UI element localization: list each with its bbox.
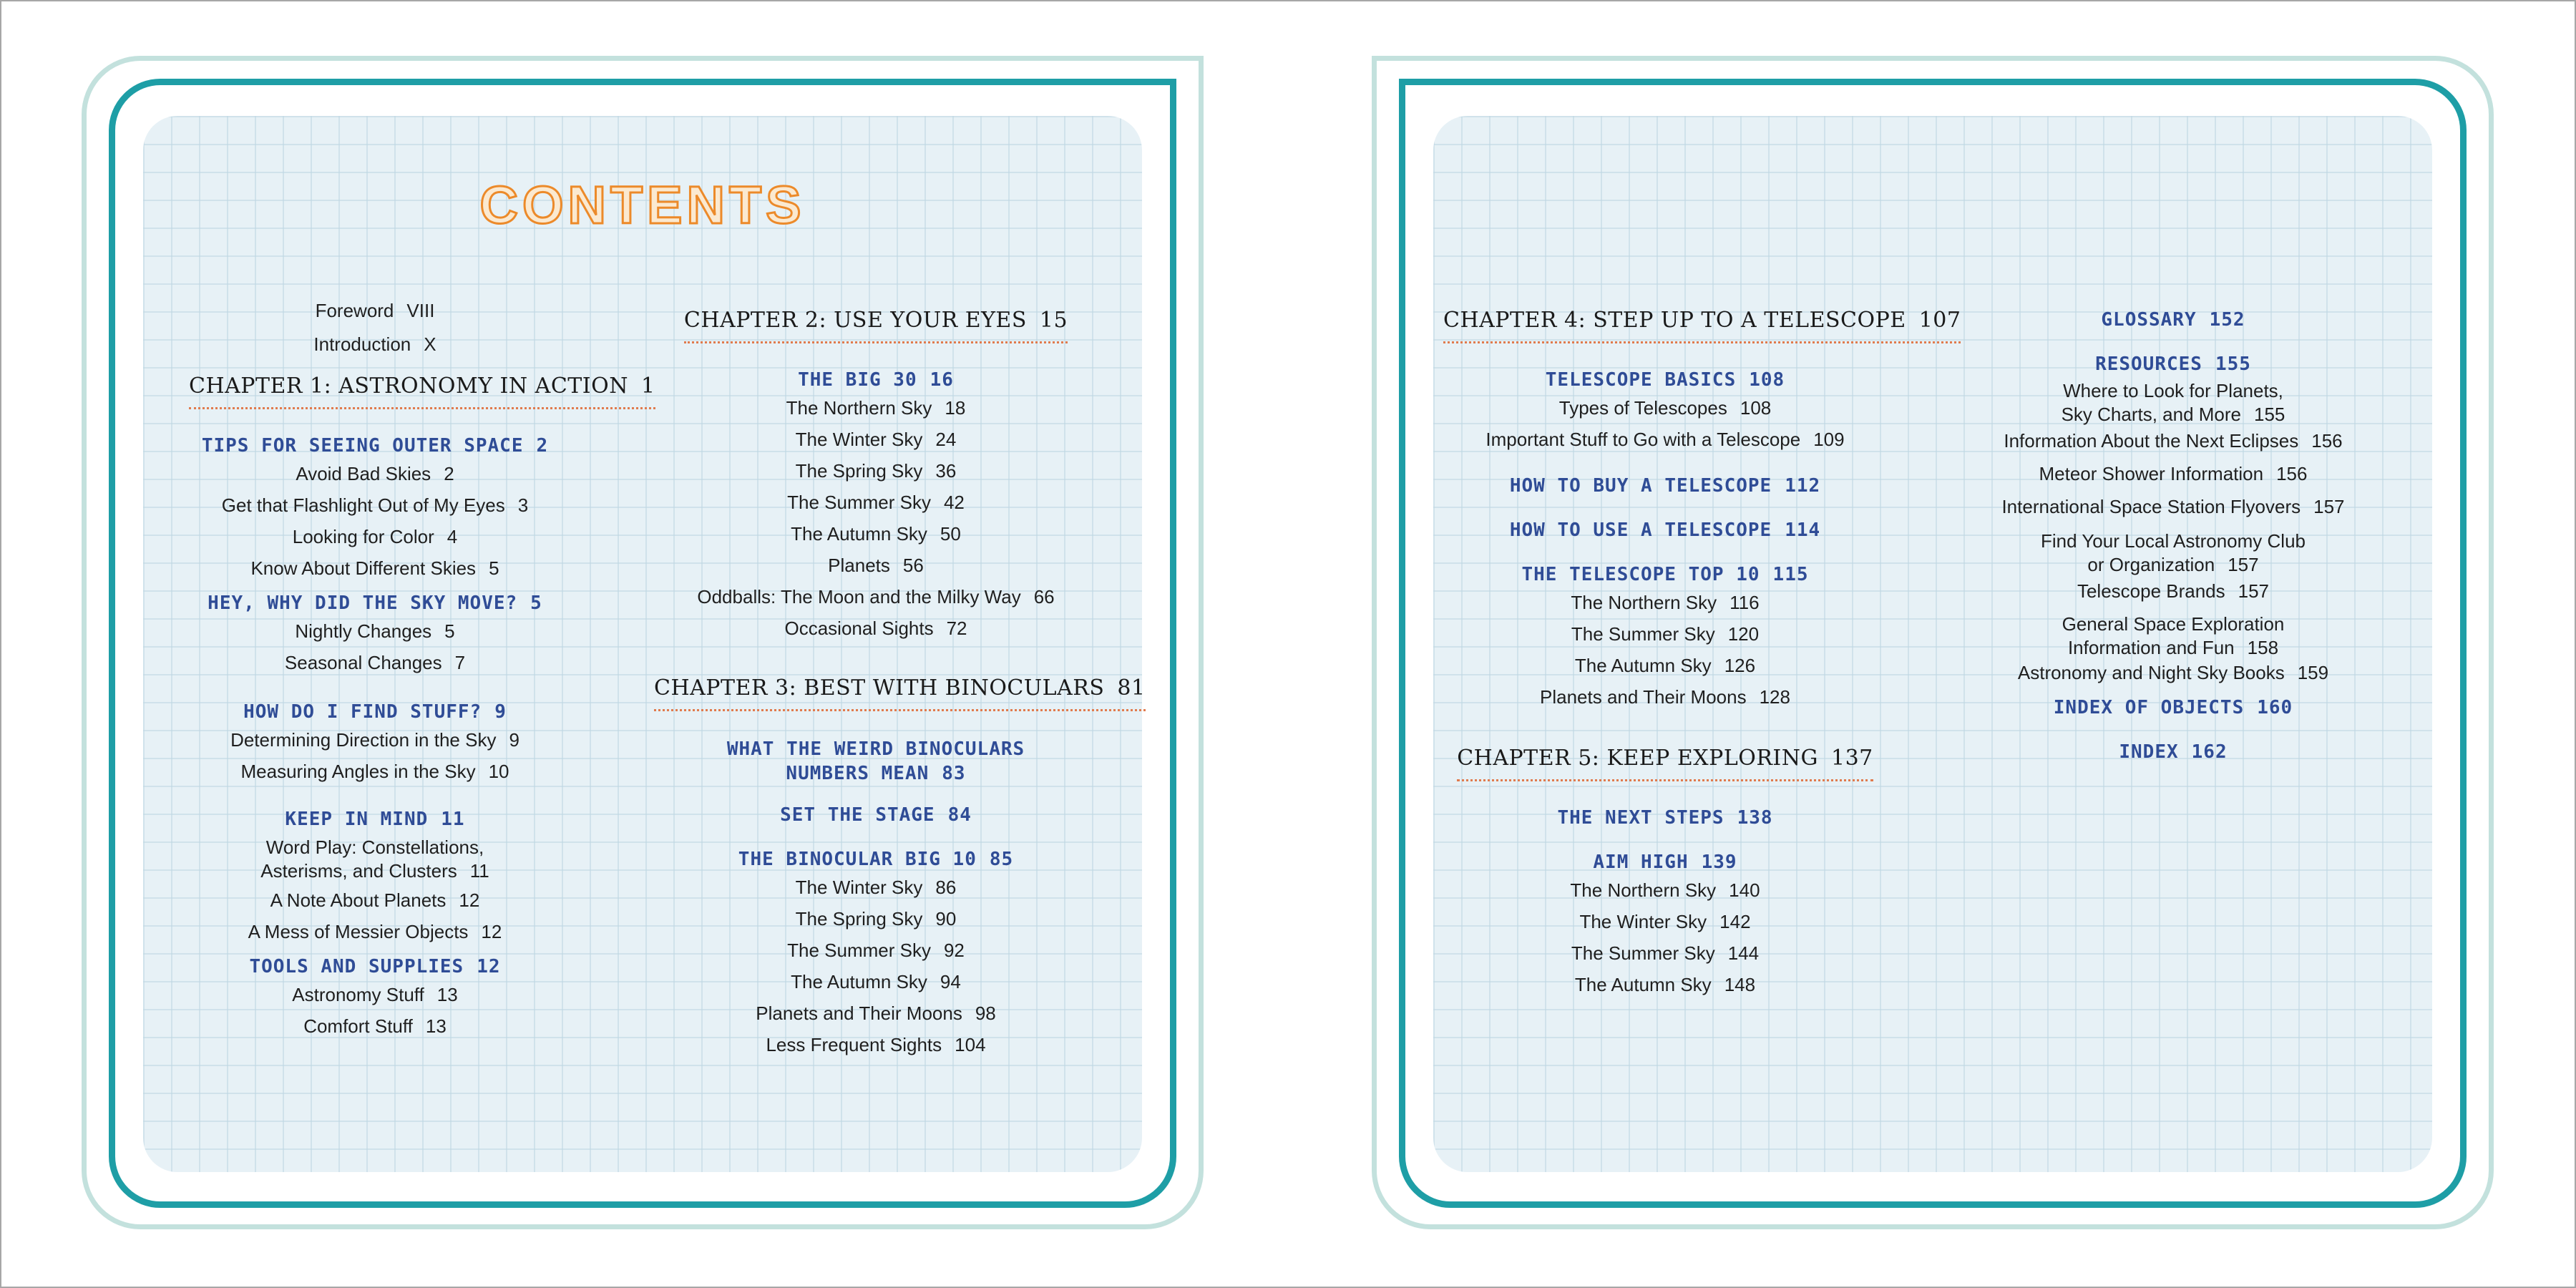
section-heading: HEY, WHY DID THE SKY MOVE? 5: [208, 592, 542, 614]
section-heading: HOW TO USE A TELESCOPE 114: [1509, 519, 1821, 541]
toc-entry: Find Your Local Astronomy Club or Organization 157: [2041, 530, 2306, 575]
right-page: [1372, 56, 2494, 1229]
toc-entry: Comfort Stuff 13: [303, 1015, 447, 1037]
contents-title: CONTENTS: [479, 175, 806, 235]
toc-entry: The Summer Sky 120: [1571, 623, 1760, 645]
toc-entry: Astronomy Stuff 13: [292, 984, 458, 1005]
toc-entry: The Autumn Sky 148: [1574, 974, 1756, 995]
toc-entry: Know About Different Skies 5: [250, 557, 499, 579]
toc-entry: Occasional Sights 72: [784, 618, 967, 639]
toc-entry: Less Frequent Sights 104: [766, 1034, 986, 1055]
toc-entry: International Space Station Flyovers 157: [2001, 496, 2345, 517]
toc-entry: Meteor Shower Information 156: [2039, 463, 2308, 484]
section-heading: TELESCOPE BASICS 108: [1545, 369, 1785, 391]
toc-entry: Information About the Next Eclipses 156: [2004, 430, 2343, 452]
section-heading: THE BINOCULAR BIG 10 85: [738, 849, 1014, 870]
toc-entry: The Summer Sky 92: [787, 940, 965, 961]
section-heading: THE BIG 30 16: [798, 369, 954, 391]
toc-entry: Determining Direction in the Sky 9: [230, 729, 519, 751]
section-heading: INDEX 162: [2119, 741, 2228, 763]
toc-entry: The Autumn Sky 50: [791, 523, 961, 545]
toc-entry: The Winter Sky 24: [795, 429, 957, 450]
toc-entry: Oddballs: The Moon and the Milky Way 66: [697, 586, 1055, 608]
toc-entry: The Autumn Sky 126: [1574, 655, 1756, 676]
toc-entry: Telescope Brands 157: [2077, 580, 2270, 602]
left-page: [82, 56, 1204, 1229]
section-heading: RESOURCES 155: [2095, 353, 2251, 375]
toc-entry: The Spring Sky 36: [795, 460, 957, 482]
chapter-heading: CHAPTER 3: BEST WITH BINOCULARS 81: [654, 675, 1146, 701]
section-heading: HOW DO I FIND STUFF? 9: [243, 701, 507, 723]
section-heading: TIPS FOR SEEING OUTER SPACE 2: [201, 435, 549, 457]
toc-entry: Word Play: Constellations, Asterisms, and Clusters 11: [260, 836, 489, 882]
chapter-heading: CHAPTER 2: USE YOUR EYES 15: [683, 308, 1068, 333]
section-heading: SET THE STAGE 84: [780, 804, 972, 826]
chapter-heading: CHAPTER 5: KEEP EXPLORING 137: [1457, 746, 1873, 771]
toc-entry: The Winter Sky 86: [795, 877, 957, 898]
toc-entry: Planets 56: [828, 555, 924, 576]
toc-entry: Get that Flashlight Out of My Eyes 3: [221, 494, 529, 516]
toc-entry: A Note About Planets 12: [270, 889, 480, 911]
toc-entry: The Spring Sky 90: [795, 908, 957, 930]
toc-entry: Planets and Their Moons 98: [756, 1002, 996, 1024]
toc-entry: The Northern Sky 140: [1570, 879, 1760, 901]
toc-entry: Foreword VIII: [315, 300, 435, 321]
toc-entry: General Space Exploration Information and Fun 158: [2062, 613, 2285, 658]
toc-entry: Important Stuff to Go with a Telescope 109: [1485, 429, 1845, 450]
toc-entry: The Northern Sky 18: [786, 397, 966, 419]
toc-entry: Introduction X: [313, 333, 436, 355]
section-heading: KEEP IN MIND 11: [285, 809, 465, 830]
toc-entry: Planets and Their Moons 128: [1540, 686, 1790, 708]
section-heading: WHAT THE WEIRD BINOCULARS NUMBERS MEAN 83: [726, 738, 1025, 784]
chapter-heading: CHAPTER 4: STEP UP TO A TELESCOPE 107: [1443, 308, 1961, 333]
section-heading: TOOLS AND SUPPLIES 12: [249, 956, 501, 977]
toc-entry: Types of Telescopes 108: [1558, 397, 1772, 419]
toc-entry: The Summer Sky 144: [1571, 942, 1760, 964]
toc-entry: Seasonal Changes 7: [284, 652, 466, 673]
section-heading: THE NEXT STEPS 138: [1557, 807, 1773, 829]
toc-entry: Measuring Angles in the Sky 10: [240, 761, 509, 782]
section-heading: GLOSSARY 152: [2101, 309, 2245, 331]
toc-entry: Looking for Color 4: [292, 526, 458, 547]
toc-entry: Avoid Bad Skies 2: [296, 463, 454, 484]
toc-entry: Where to Look for Planets, Sky Charts, and More 155: [2061, 380, 2285, 425]
section-heading: INDEX OF OBJECTS 160: [2053, 697, 2293, 718]
toc-entry: The Northern Sky 116: [1571, 592, 1760, 613]
section-heading: THE TELESCOPE TOP 10 115: [1521, 564, 1809, 585]
toc-entry: The Winter Sky 142: [1579, 911, 1751, 932]
section-heading: AIM HIGH 139: [1593, 852, 1737, 873]
toc-entry: Astronomy and Night Sky Books 159: [2017, 662, 2329, 683]
toc-entry: The Autumn Sky 94: [791, 971, 961, 992]
toc-entry: Nightly Changes 5: [295, 620, 455, 642]
toc-entry: The Summer Sky 42: [787, 492, 965, 513]
section-heading: HOW TO BUY A TELESCOPE 112: [1509, 475, 1821, 497]
toc-entry: A Mess of Messier Objects 12: [248, 921, 502, 942]
chapter-heading: CHAPTER 1: ASTRONOMY IN ACTION 1: [189, 374, 655, 399]
